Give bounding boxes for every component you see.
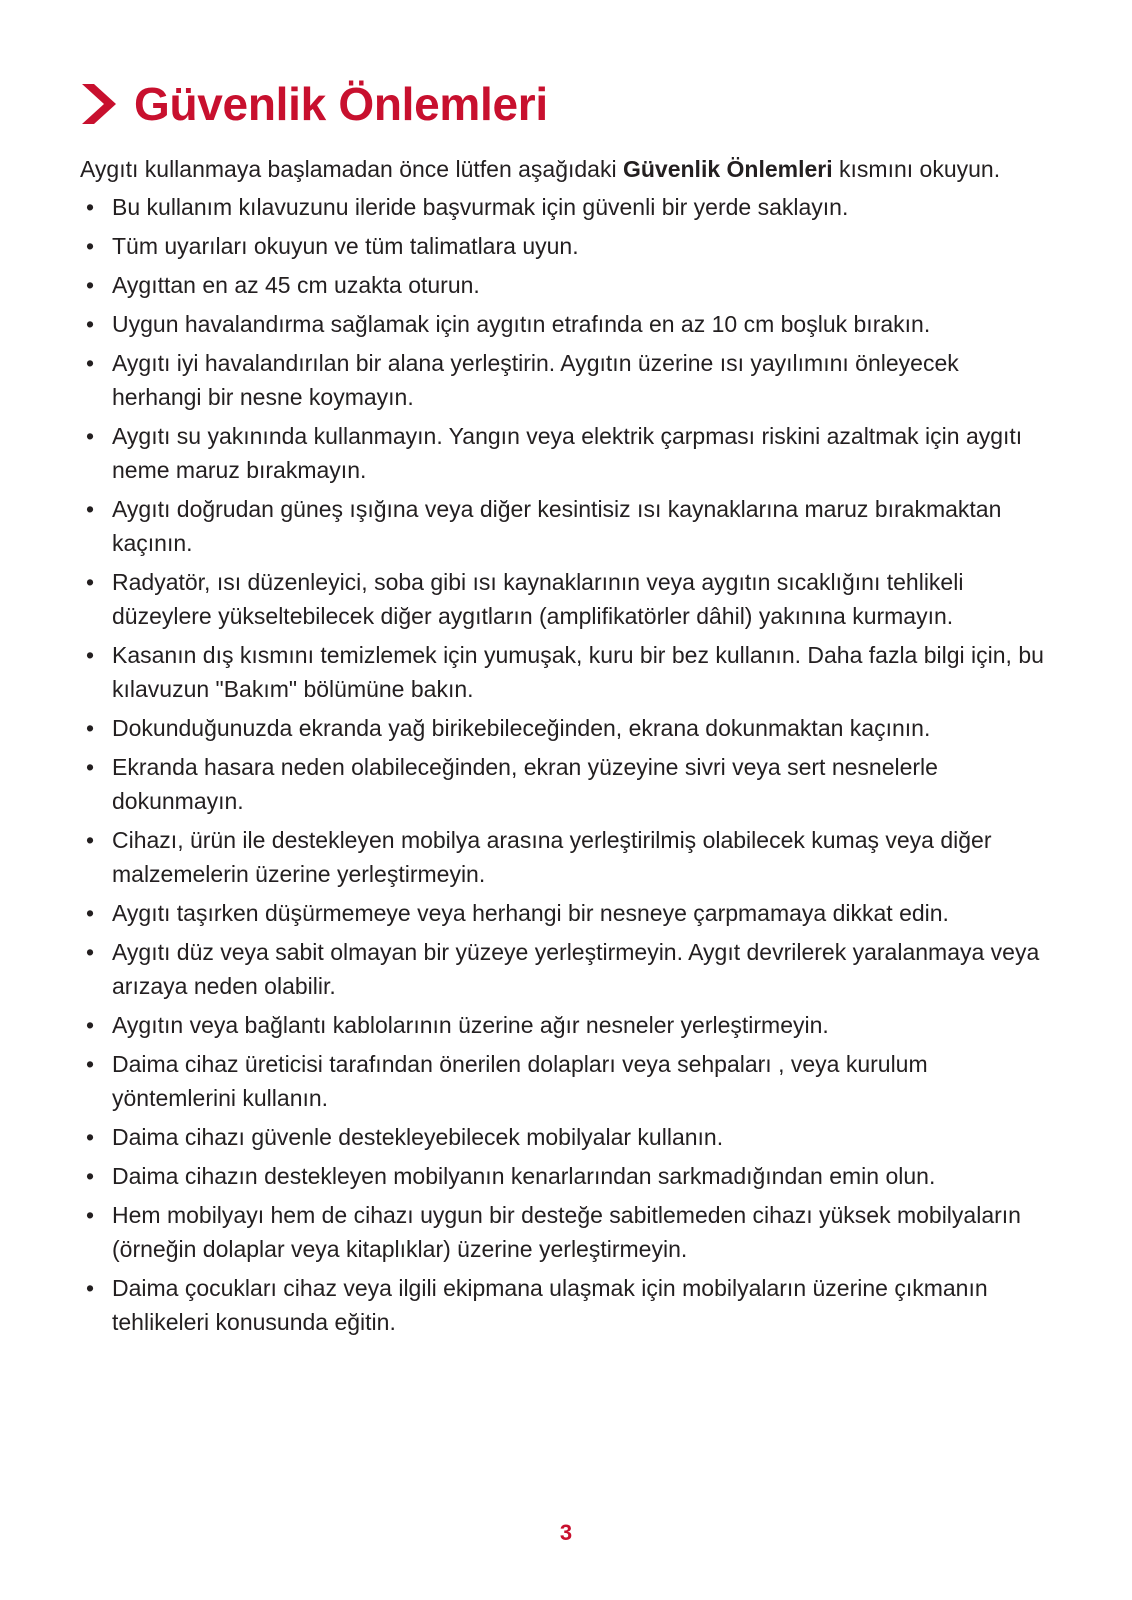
list-item: • Aygıtı su yakınında kullanmayın. Yangın veya elektrik çarpması riskini azaltmak için aygıtı neme maruz bırakmayın. [80,419,1050,487]
list-item: • Hem mobilyayı hem de cihazı uygun bir desteğe sabitlemeden cihazı yüksek mobilyaların (örneğin dolaplar veya kitaplıklar) üzerine yerleştirmeyin. [80,1198,1050,1266]
list-item: • Aygıtı taşırken düşürmemeye veya herhangi bir nesneye çarpmamaya dikkat edin. [80,896,1050,930]
list-item: • Daima cihazı güvenle destekleyebilecek mobilyalar kullanın. [80,1120,1050,1154]
list-item: • Daima cihazın destekleyen mobilyanın kenarlarından sarkmadığından emin olun. [80,1159,1050,1193]
list-item: • Aygıtı düz veya sabit olmayan bir yüzeye yerleştirmeyin. Aygıt devrilerek yaralanmaya veya arızaya neden olabilir. [80,935,1050,1003]
page-number: 3 [559,1520,573,1545]
list-item: • Aygıtı doğrudan güneş ışığına veya diğer kesintisiz ısı kaynaklarına maruz bırakmaktan kaçının. [80,492,1050,560]
list-item: • Aygıtı iyi havalandırılan bir alana yerleştirin. Aygıtın üzerine ısı yayılımını önleyecek herhangi bir nesne koymayın. [80,346,1050,414]
intro-text-after: kısmını okuyun. [832,156,1001,182]
page-title: Güvenlik Önlemleri [134,78,548,130]
list-item: • Dokunduğunuzda ekranda yağ birikebileceğinden, ekrana dokunmaktan kaçının. [80,711,1050,745]
list-item: • Daima cihaz üreticisi tarafından önerilen dolapları veya sehpaları , veya kurulum yöntemlerini kullanın. [80,1047,1050,1115]
list-item: • Daima çocukları cihaz veya ilgili ekipmana ulaşmak için mobilyaların üzerine çıkmanın tehlikeleri konusunda eğitin. [80,1271,1050,1339]
chevron-right-icon [80,76,120,132]
list-item: • Cihazı, ürün ile destekleyen mobilya arasına yerleştirilmiş olabilecek kumaş veya diğer malzemelerin üzerine yerleştirmeyin. [80,823,1050,891]
list-item: • Kasanın dış kısmını temizlemek için yumuşak, kuru bir bez kullanın. Daha fazla bilgi için, bu kılavuzun "Bakım" bölümüne bakın. [80,638,1050,706]
section-heading [80,72,548,136]
list-item: • Tüm uyarıları okuyun ve tüm talimatlara uyun. [80,229,1050,263]
list-item: • Aygıttan en az 45 cm uzakta oturun. [80,268,1050,302]
list-item: • Uygun havalandırma sağlamak için aygıtın etrafında en az 10 cm boşluk bırakın. [80,307,1050,341]
intro-text-before: Aygıtı kullanmaya başlamadan önce lütfen aşağıdaki [80,156,623,182]
list-item: • Bu kullanım kılavuzunu ileride başvurmak için güvenli bir yerde saklayın. [80,190,1050,224]
safety-list [80,190,1050,1339]
list-item: • Ekranda hasara neden olabileceğinden, ekran yüzeyine sivri veya sert nesnelerle dokunmayın. [80,750,1050,818]
safety-content [80,152,1050,1344]
intro-text-bold: Güvenlik Önlemleri [622,156,833,182]
intro-paragraph [80,152,1050,186]
list-item: • Radyatör, ısı düzenleyici, soba gibi ısı kaynaklarının veya aygıtın sıcaklığını tehlikeli düzeylere yükseltebilecek diğer aygıtların (amplifikatörler dâhil) yakınına kurmayın. [80,565,1050,633]
list-item: • Aygıtın veya bağlantı kablolarının üzerine ağır nesneler yerleştirmeyin. [80,1008,1050,1042]
